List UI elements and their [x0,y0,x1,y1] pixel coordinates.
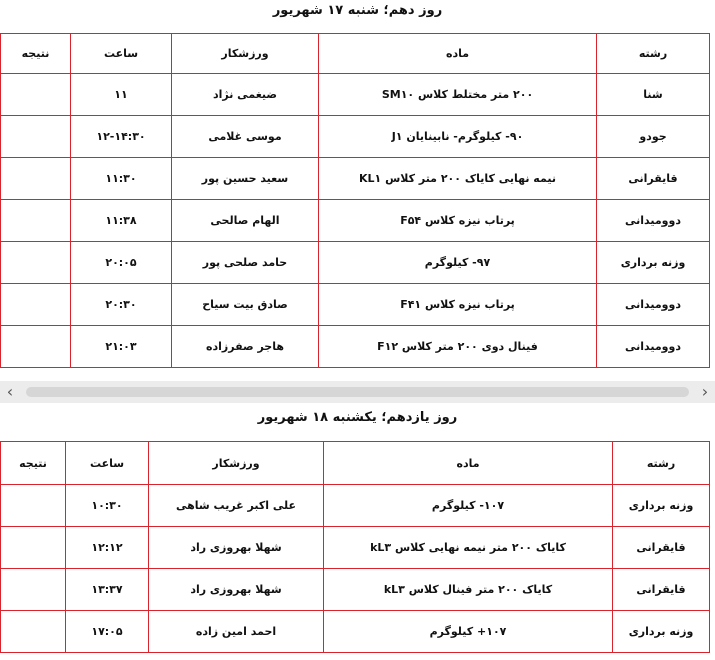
cell-time: ۱۱ [71,74,172,116]
cell-event: ۲۰۰ متر مختلط کلاس SM۱۰ [319,74,597,116]
table-row [1,284,710,326]
cell-time: ۱۳:۳۷ [66,569,149,611]
cell-athlete: احمد امین زاده [149,611,324,653]
scrollbar-thumb[interactable] [26,387,689,397]
cell-event: پرتاب نیزه کلاس F۴۱ [319,284,597,326]
horizontal-scrollbar[interactable] [0,381,715,403]
day11-schedule-table [0,441,710,653]
header-sport: رشته [613,442,710,485]
header-athlete: ورزشکار [172,34,319,74]
table-header-row [1,34,710,74]
cell-time: ۱۲:۱۲ [66,527,149,569]
cell-event: ۱۰۷- کیلوگرم [324,485,613,527]
header-sport: رشته [597,34,710,74]
header-result: نتیجه [1,34,71,74]
cell-event: نیمه نهایی کایاک ۲۰۰ متر کلاس KL۱ [319,158,597,200]
header-time: ساعت [66,442,149,485]
cell-result [1,326,71,368]
cell-event: ۹۷- کیلوگرم [319,242,597,284]
cell-time: ۱۱:۳۸ [71,200,172,242]
table-row [1,116,710,158]
header-athlete: ورزشکار [149,442,324,485]
cell-athlete: صادق بیت سیاح [172,284,319,326]
table-row [1,200,710,242]
cell-athlete: ضیغمی نژاد [172,74,319,116]
cell-result [1,200,71,242]
cell-sport: وزنه برداری [613,611,710,653]
cell-athlete: شهلا بهروزی راد [149,569,324,611]
cell-time: ۲۱:۰۳ [71,326,172,368]
cell-time: ۱۰:۳۰ [66,485,149,527]
cell-sport: جودو [597,116,710,158]
cell-event: ۱۰۷+ کیلوگرم [324,611,613,653]
cell-time: ۱۷:۰۵ [66,611,149,653]
cell-athlete: الهام صالحی [172,200,319,242]
cell-athlete: شهلا بهروزی راد [149,527,324,569]
chevron-right-icon[interactable]: › [701,382,709,401]
cell-result [1,242,71,284]
cell-event: کایاک ۲۰۰ متر نیمه نهایی کلاس kL۳ [324,527,613,569]
cell-event: فینال دوی ۲۰۰ متر کلاس F۱۲ [319,326,597,368]
cell-sport: دوومیدانی [597,284,710,326]
cell-result [1,116,71,158]
cell-event: ۹۰- کیلوگرم- نابینایان J۱ [319,116,597,158]
day11-title: روز یازدهم؛ یکشنبه ۱۸ شهریور [257,410,458,425]
cell-result [1,74,71,116]
chevron-left-icon[interactable]: ‹ [6,382,14,401]
cell-result [1,527,66,569]
cell-result [1,284,71,326]
header-event: ماده [319,34,597,74]
cell-sport: دوومیدانی [597,326,710,368]
cell-result [1,611,66,653]
day10-title: روز دهم؛ شنبه ۱۷ شهریور [272,3,443,18]
cell-sport: دوومیدانی [597,200,710,242]
cell-sport: وزنه برداری [597,242,710,284]
cell-athlete: حامد صلحی پور [172,242,319,284]
cell-sport: قایقرانی [597,158,710,200]
table-row [1,74,710,116]
cell-time: ۲۰:۰۵ [71,242,172,284]
cell-result [1,158,71,200]
cell-athlete: موسی غلامی [172,116,319,158]
cell-sport: قایقرانی [613,569,710,611]
table-row [1,242,710,284]
cell-sport: شنا [597,74,710,116]
table-header-row [1,442,710,485]
cell-time: ۱۲-۱۴:۳۰ [71,116,172,158]
cell-athlete: سعید حسین پور [172,158,319,200]
cell-result [1,569,66,611]
cell-sport: وزنه برداری [613,485,710,527]
header-result: نتیجه [1,442,66,485]
cell-athlete: علی اکبر غریب شاهی [149,485,324,527]
header-time: ساعت [71,34,172,74]
header-event: ماده [324,442,613,485]
day10-schedule-table [0,33,710,368]
cell-time: ۱۱:۳۰ [71,158,172,200]
cell-time: ۲۰:۳۰ [71,284,172,326]
table-row [1,527,710,569]
cell-event: کایاک ۲۰۰ متر فینال کلاس kL۳ [324,569,613,611]
cell-sport: قایقرانی [613,527,710,569]
cell-athlete: هاجر صفرزاده [172,326,319,368]
table-row [1,611,710,653]
table-row [1,326,710,368]
table-row [1,158,710,200]
table-row [1,485,710,527]
cell-event: پرتاب نیزه کلاس F۵۴ [319,200,597,242]
cell-result [1,485,66,527]
table-row [1,569,710,611]
